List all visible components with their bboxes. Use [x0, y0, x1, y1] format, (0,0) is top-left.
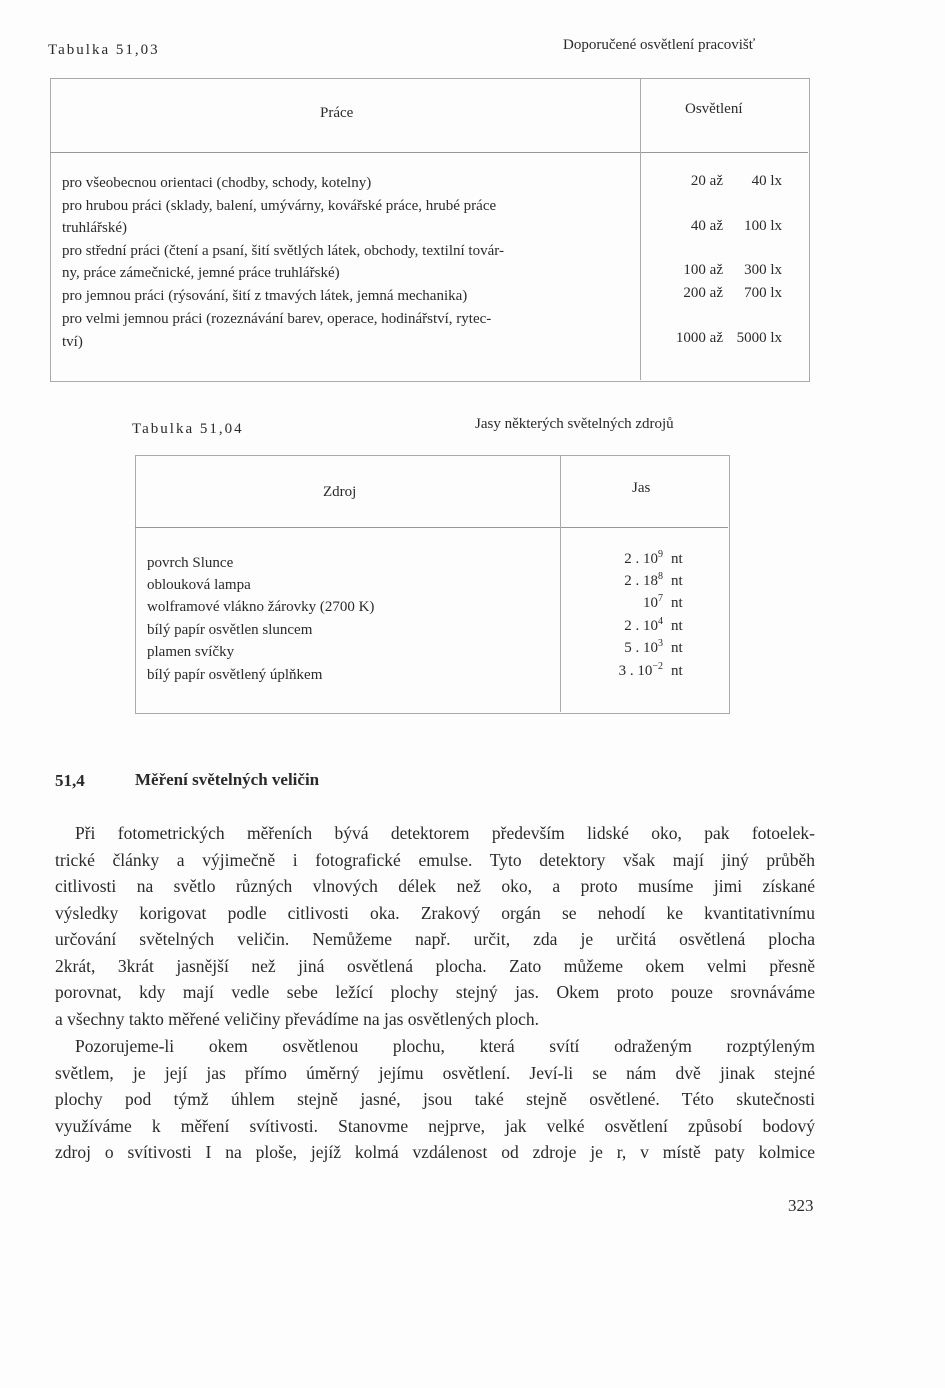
table2-source: oblouková lampa [147, 577, 251, 593]
table2-luminance-value [560, 594, 663, 612]
table1-header-illumination: Osvětlení [685, 101, 743, 117]
luminance-mantissa: 3 . [618, 663, 638, 679]
table2-unit: nt [671, 595, 683, 611]
luminance-exponent: 8 [658, 571, 663, 582]
luminance-exponent: 7 [658, 593, 663, 604]
table1-value-from: 100 až [683, 262, 723, 278]
paragraph-line: využíváme k měření svítivosti. Stanovme nejprve, jak velké osvětlení způsobí bodový [55, 1115, 815, 1136]
table2-header-divider [135, 527, 728, 528]
luminance-exponent: 4 [658, 616, 663, 627]
luminance-mantissa: 2 . [624, 618, 643, 634]
table1-work-line: truhlářské) [62, 220, 127, 236]
table1-work-line: pro velmi jemnou práci (rozeznávání barev, operace, hodinářství, rytec- [62, 311, 492, 327]
table1-value-to: 40 lx [751, 173, 782, 189]
table1-label: Tabulka 51,03 [48, 42, 160, 58]
table2-source: bílý papír osvětlený úplňkem [147, 667, 323, 683]
table2-luminance-value [560, 662, 663, 680]
luminance-exponent: −2 [652, 661, 663, 672]
paragraph-line: a všechny takto měřené veličiny převádíme na jas osvětlených ploch. [55, 1008, 539, 1029]
table1-work-line: pro hrubou práci (sklady, balení, umývárny, kovářské práce, hrubé práce [62, 198, 497, 214]
table1-value-from: 1000 až [675, 330, 723, 346]
table1-header-work: Práce [320, 105, 354, 121]
table1-title: Doporučené osvětlení pracovišť [563, 37, 756, 53]
table1-value-from: 200 až [683, 285, 723, 301]
luminance-base: 10 [643, 640, 658, 656]
section-title: Měření světelných veličin [135, 770, 320, 789]
paragraph-line: trické články a výjimečně i fotografické emulse. Tyto detektory však mají jiný průběh [55, 849, 815, 870]
paragraph-line: porovnat, kdy mají vedle sebe ležící plochy stejný jas. Okem proto pouze srovnáváme [55, 982, 815, 1002]
table2-unit: nt [671, 573, 683, 589]
paragraph-line: výsledky korigovat podle citlivosti oka. Zrakový orgán se nehodí ke kvantitativnímu [55, 902, 815, 923]
table1-value-to: 300 lx [744, 262, 782, 278]
luminance-base: 10 [643, 618, 658, 634]
paragraph-line: citlivosti na světlo různých vlnových délek než oko, a proto musíme jimi získané [55, 876, 815, 896]
table2-unit: nt [671, 640, 683, 656]
table1-value-to: 5000 lx [736, 330, 782, 346]
table2-luminance-value [560, 617, 663, 635]
table2-title: Jasy některých světelných zdrojů [475, 416, 674, 432]
table2-unit: nt [671, 618, 683, 634]
table1-value-from: 40 až [690, 218, 723, 234]
luminance-base: 10 [643, 595, 658, 611]
table2-luminance-value [560, 572, 663, 590]
luminance-mantissa: 2 . [624, 573, 643, 589]
table1-value-from: 20 až [690, 173, 723, 189]
luminance-exponent: 3 [658, 638, 663, 649]
table1-value-to: 100 lx [744, 218, 782, 234]
paragraph-line: Pozorujeme-li okem osvětlenou plochu, která svítí odraženým rozptýleným [75, 1036, 815, 1056]
table1-work-line: tví) [62, 334, 83, 350]
table2-luminance-value [560, 639, 663, 657]
paragraph-line: zdroj o svítivosti I na ploše, jejíž kolmá vzdálenost od zdroje je r, v místě paty kolmice [55, 1142, 815, 1162]
paragraph-line: určování světelných veličin. Nemůžeme např. určit, zda je určitá osvětlená plocha [55, 929, 815, 949]
table2-luminance-value [560, 550, 663, 568]
table2-header-luminance: Jas [632, 480, 651, 496]
luminance-mantissa: 2 . [624, 551, 643, 567]
page-number: 323 [788, 1196, 814, 1215]
table2-header-source: Zdroj [323, 484, 357, 500]
paragraph-line: 2krát, 3krát jasnější než jiná osvětlená plocha. Zato můžeme okem velmi přesně [55, 955, 815, 976]
luminance-mantissa: 5 . [624, 640, 643, 656]
table2-source: plamen svíčky [147, 644, 235, 660]
luminance-exponent: 9 [658, 549, 663, 560]
table2-unit: nt [671, 663, 683, 679]
paragraph-line: plochy pod týmž úhlem stejně jasné, jsou také stejně osvětlené. Této skutečnosti [55, 1089, 815, 1109]
table2-source: bílý papír osvětlen sluncem [147, 622, 313, 638]
table2-label: Tabulka 51,04 [132, 421, 244, 437]
table1-header-divider [50, 152, 808, 153]
section-number: 51,4 [55, 771, 85, 790]
table1-work-line: pro všeobecnou orientaci (chodby, schody, kotelny) [62, 175, 372, 191]
table1-work-line: pro střední práci (čtení a psaní, šití světlých látek, obchody, textilní továr- [62, 243, 504, 259]
table1-work-line: pro jemnou práci (rýsování, šití z tmavých látek, jemná mechanika) [62, 288, 468, 304]
table1-value-to: 700 lx [744, 285, 782, 301]
luminance-base: 10 [643, 551, 658, 567]
luminance-base: 18 [643, 573, 658, 589]
paragraph-line: světlem, je její jas přímo úměrný jejímu osvětlení. Jeví-li se nám dvě jinak stejné [55, 1062, 815, 1083]
table2-source: wolframové vlákno žárovky (2700 K) [147, 599, 375, 615]
table2-source: povrch Slunce [147, 555, 234, 571]
paragraph-line: Při fotometrických měřeních bývá detektorem především lidské oko, pak fotoelek- [75, 823, 815, 843]
table1-work-line: ny, práce zámečnické, jemné práce truhlářské) [62, 265, 340, 281]
luminance-base: 10 [637, 663, 653, 679]
table2-unit: nt [671, 551, 683, 567]
